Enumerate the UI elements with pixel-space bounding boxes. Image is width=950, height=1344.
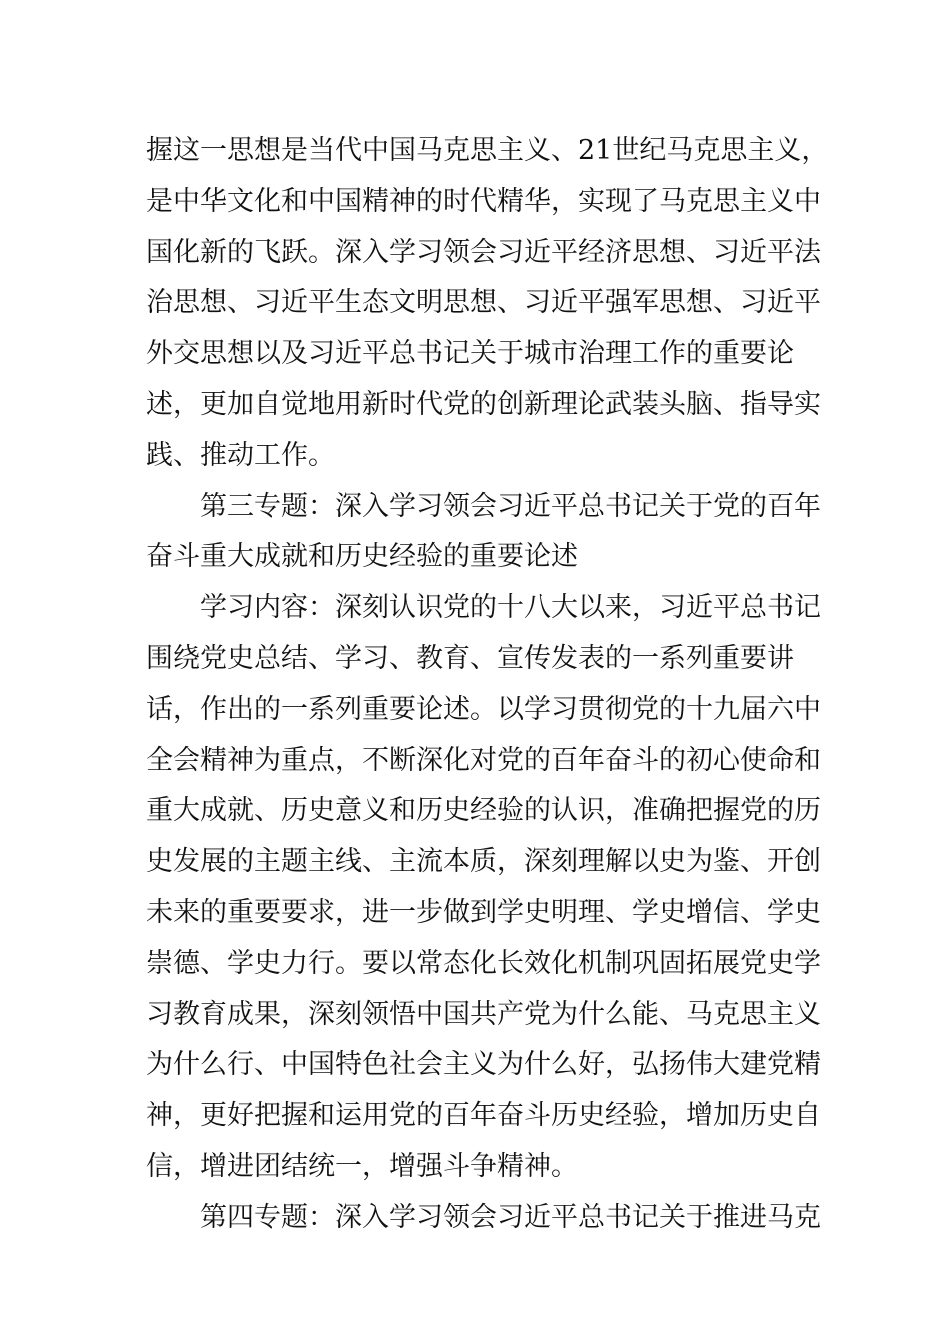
- section-heading-topic-three: [146, 482, 821, 584]
- text-line: 全会精神为重点，不断深化对党的百年奋斗的初心使命和: [146, 744, 821, 776]
- heading-line: 第四专题：深入学习领会习近平总书记关于推进马克: [200, 1201, 821, 1233]
- heading-line: 第三专题：深入学习领会习近平总书记关于党的百年: [200, 490, 821, 522]
- text-line: 话，作出的一系列重要论述。以学习贯彻党的十九届六中: [146, 693, 821, 725]
- text-line: 史发展的主题主线、主流本质，深刻理解以史为鉴、开创: [146, 846, 821, 878]
- text-line: 国化新的飞跃。深入学习领会习近平经济思想、习近平法: [146, 236, 821, 268]
- text-line: 神，更好把握和运用党的百年奋斗历史经验，增加历史自: [146, 1100, 821, 1132]
- text-line: 握这一思想是当代中国马克思主义、21世纪马克思主义，: [146, 135, 829, 166]
- text-line: 外交思想以及习近平总书记关于城市治理工作的重要论: [146, 338, 794, 370]
- text-line: 是中华文化和中国精神的时代精华，实现了马克思主义中: [146, 185, 821, 217]
- text-line: 重大成就、历史意义和历史经验的认识，准确把握党的历: [146, 795, 821, 827]
- paragraph-study-content: [146, 583, 821, 1193]
- text-line: 信，增进团结统一，增强斗争精神。: [146, 1150, 578, 1182]
- text-line: 治思想、习近平生态文明思想、习近平强军思想、习近平: [146, 287, 821, 319]
- paragraph-thought-study: [146, 126, 829, 482]
- text-line: 学习内容：深刻认识党的十八大以来，习近平总书记: [200, 592, 821, 624]
- text-line: 未来的重要要求，进一步做到学史明理、学史增信、学史: [146, 896, 821, 928]
- text-line: 践、推动工作。: [146, 439, 335, 471]
- heading-line: 奋斗重大成就和历史经验的重要论述: [146, 541, 578, 573]
- text-line: 围绕党史总结、学习、教育、宣传发表的一系列重要讲: [146, 642, 794, 674]
- section-heading-topic-four: [146, 1193, 821, 1244]
- text-line: 述，更加自觉地用新时代党的创新理论武装头脑、指导实: [146, 388, 821, 420]
- text-line: 崇德、学史力行。要以常态化长效化机制巩固拓展党史学: [146, 947, 821, 979]
- text-line: 为什么行、中国特色社会主义为什么好，弘扬伟大建党精: [146, 1049, 821, 1081]
- text-line: 习教育成果，深刻领悟中国共产党为什么能、马克思主义: [146, 998, 821, 1030]
- document-body: [146, 126, 829, 1244]
